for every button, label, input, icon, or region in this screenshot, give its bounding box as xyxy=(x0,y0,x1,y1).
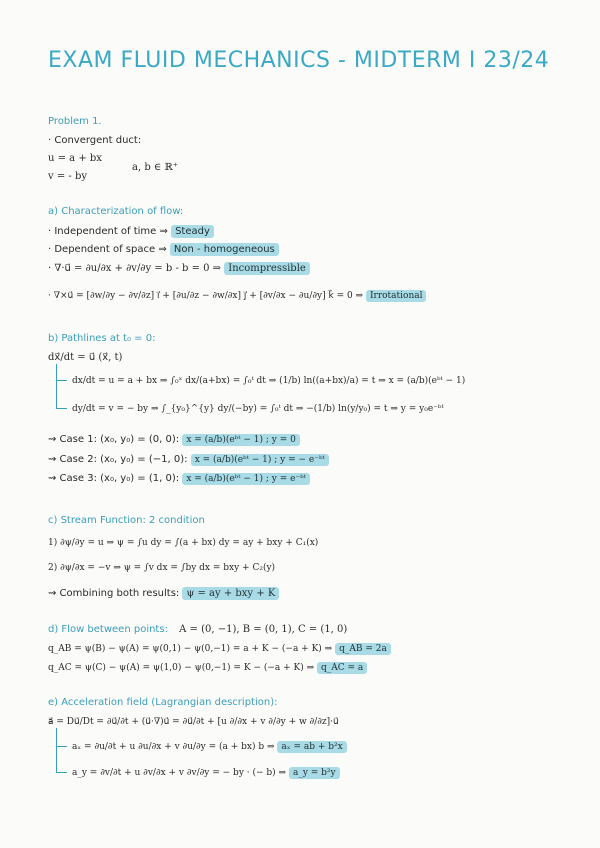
section-d-line xyxy=(48,624,347,636)
curl-text: · ∇×u⃗ = [∂w/∂y − ∂v/∂z] i⃗ + [∂u/∂z − ∂w/∂x] j⃗ + [∂v/∂x − ∂u/∂y] k⃗ = 0 ⇒ xyxy=(48,291,364,301)
points-definition: A = (0, −1), B = (0, 1), C = (1, 0) xyxy=(179,624,348,635)
pathline-x: dx/dt = u = a + bx ⇒ ∫₀ˣ dx/(a+bx) = ∫₀ᵗ dt ⇒ (1/b) ln((a+bx)/a) = t ⇒ x = (a/b)(eᵇᵗ − 1) xyxy=(72,376,466,386)
irrotational-tag: Irrotational xyxy=(366,290,427,302)
case-2-tag: x = (a/b)(eᵇᵗ − 1) ; y = − e⁻ᵇᵗ xyxy=(191,454,329,466)
flow-ab-text: q_AB = ψ(B) − ψ(A) = ψ(0,1) − ψ(0,−1) = a + K − (−a + K) ⇒ xyxy=(48,644,333,654)
acceleration-x-tag: aₓ = ab + b²x xyxy=(277,741,346,753)
section-e-heading: e) Acceleration field (Lagrangian description): xyxy=(48,697,278,708)
steady-line xyxy=(48,226,214,238)
branch-arrow-x xyxy=(56,364,67,381)
stream-result-text: ⇝ Combining both results: xyxy=(48,588,180,599)
divergence-line xyxy=(48,263,310,275)
steady-tag: Steady xyxy=(171,225,214,238)
stream-condition-2: 2) ∂ψ/∂x = −v ⇒ ψ = ∫v dx = ∫by dx = bxy + C₂(y) xyxy=(48,563,276,573)
curl-line xyxy=(48,290,426,302)
section-b-heading: b) Pathlines at t₀ = 0: xyxy=(48,333,156,344)
ab-definition: a, b ∈ ℝ⁺ xyxy=(132,162,179,173)
acceleration-y-line xyxy=(72,767,340,779)
pathline-ode: dx⃗/dt = u⃗ (x⃗, t) xyxy=(48,352,123,363)
flow-ac-line xyxy=(48,662,367,674)
flow-ac-text: q_AC = ψ(C) − ψ(A) = ψ(1,0) − ψ(0,−1) = K − (−a + K) ⇒ xyxy=(48,663,315,673)
case-2-text: ⇝ Case 2: (x₀, y₀) = (−1, 0): xyxy=(48,454,188,465)
case-3-text: ⇝ Case 3: (x₀, y₀) = (1, 0): xyxy=(48,473,180,484)
case-1-tag: x = (a/b)(eᵇᵗ − 1) ; y = 0 xyxy=(182,434,300,446)
stream-result-line xyxy=(48,588,279,600)
steady-text: · Independent of time ⇒ xyxy=(48,226,168,237)
acceleration-definition: a⃗ = Du⃗/Dt = ∂u⃗/∂t + (u⃗·∇)u⃗ = ∂u⃗/∂t + [u ∂/∂x + v ∂/∂y + w ∂/∂z]·u⃗ xyxy=(48,717,339,727)
case-2-line xyxy=(48,454,329,466)
branch-arrow-ax xyxy=(56,728,67,747)
flow-ab-tag: q_AB = 2a xyxy=(335,643,391,655)
case-3-tag: x = (a/b)(eᵇᵗ − 1) ; y = e⁻ᵇᵗ xyxy=(182,473,310,485)
section-d-heading: d) Flow between points: xyxy=(48,624,168,635)
v-definition: v = - by xyxy=(48,171,87,182)
pathline-y: dy/dt = v = − by ⇒ ∫_{y₀}^{y} dy/(−by) = ∫₀ᵗ dt ⇒ −(1/b) ln(y/y₀) = t ⇒ y = y₀e⁻ᵇᵗ xyxy=(72,404,444,414)
section-a-heading: a) Characterization of flow: xyxy=(48,206,184,217)
section-c-heading: c) Stream Function: 2 condition xyxy=(48,515,205,526)
acceleration-y-text: a_y = ∂v/∂t + u ∂v/∂x + v ∂v/∂y = − by · (− b) ⇒ xyxy=(72,768,287,778)
acceleration-y-tag: a_y = b²y xyxy=(289,767,340,779)
nonhomogeneous-text: · Dependent of space ⇒ xyxy=(48,244,167,255)
acceleration-x-line xyxy=(72,741,347,753)
acceleration-x-text: aₓ = ∂u/∂t + u ∂u/∂x + v ∂u/∂y = (a + bx) b ⇒ xyxy=(72,742,275,752)
flow-ab-line xyxy=(48,643,391,655)
case-1-line xyxy=(48,434,300,446)
problem-heading: Problem 1. xyxy=(48,116,102,127)
nonhomogeneous-line xyxy=(48,244,279,256)
flow-ac-tag: q_AC = a xyxy=(317,662,367,674)
branch-arrow-ay xyxy=(56,746,67,773)
branch-arrow-y xyxy=(56,380,67,409)
u-definition: u = a + bx xyxy=(48,153,102,164)
nonhomogeneous-tag: Non - homogeneous xyxy=(170,243,279,256)
stream-function-tag: ψ = ay + bxy + K xyxy=(182,587,279,600)
incompressible-tag: Incompressible xyxy=(224,262,310,275)
duct-text: · Convergent duct: xyxy=(48,135,142,146)
divergence-text: · ∇·u⃗ = ∂u/∂x + ∂v/∂y = b - b = 0 ⇒ xyxy=(48,263,222,274)
stream-condition-1: 1) ∂ψ/∂y = u ⇒ ψ = ∫u dy = ∫(a + bx) dy = ay + bxy + C₁(x) xyxy=(48,538,319,548)
case-1-text: ⇝ Case 1: (x₀, y₀) = (0, 0): xyxy=(48,434,180,445)
page-title: EXAM FLUID MECHANICS - MIDTERM I 23/24 xyxy=(48,48,550,73)
case-3-line xyxy=(48,473,310,485)
